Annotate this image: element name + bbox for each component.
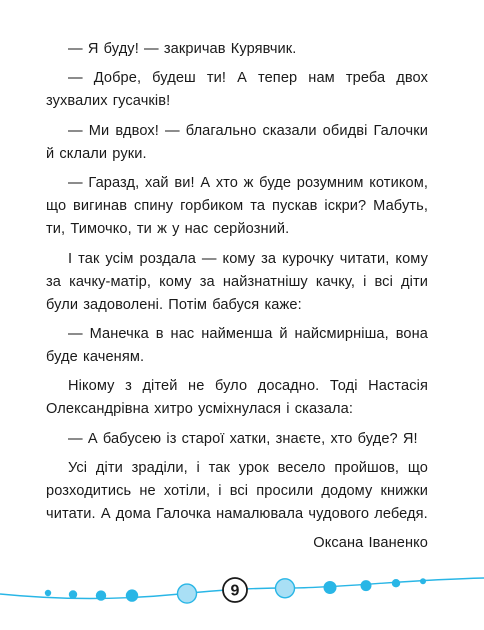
paragraph: І так усім роздала — кому за курочку читати, кому за качку-матір, кому за найзнатнішу качку, і всі діти були задоволені. Потім бабуся каже: — [46, 250, 428, 313]
deco-dot — [420, 578, 426, 584]
page-footer-decoration — [0, 550, 484, 630]
paragraph: — Гаразд, хай ви! А хто ж буде розумним котиком, що вигинав спину горбиком та пускав іскри? Мабуть, ти, Тимочко, ти ж у нас серйозний. — [46, 175, 428, 238]
deco-dot — [392, 579, 400, 587]
paragraph: — Добре, будеш ти! А тепер нам треба двох зухвалих гусачків! — [46, 70, 428, 110]
page-number-badge — [223, 578, 247, 602]
author-name: Оксана Іваненко — [313, 535, 428, 552]
paragraph: — А бабусею із старої хатки, знаєте, хто буде? Я! — [68, 430, 418, 447]
deco-dot — [45, 590, 51, 596]
paragraph: — Я буду! — закричав Курявчик. — [68, 41, 297, 57]
deco-dot — [361, 580, 372, 591]
paragraph: Нікому з дітей не було досадно. Тоді Настасія Олександрівна хитро усміхнулася і сказала: — [46, 378, 428, 418]
paragraph: Усі діти зраділи, і так урок весело пройшов, що розходитись не хотіли, і всі просили додому книжки читати. А дома Галочка намалювала чудового лебедя. — [46, 460, 428, 523]
page-number: 9 — [230, 582, 240, 600]
story-text — [46, 38, 428, 562]
deco-dot — [324, 581, 337, 594]
deco-circle-outline — [276, 579, 295, 598]
deco-circle-outline — [178, 584, 197, 603]
deco-dot — [126, 589, 138, 601]
paragraph: — Ми вдвох! — благально сказали обидві Галочки й склали руки. — [46, 122, 428, 162]
paragraph: — Манечка в нас найменша й найсмирніша, вона буде каченям. — [46, 325, 428, 366]
deco-dot — [69, 590, 77, 598]
deco-dot — [96, 590, 106, 600]
